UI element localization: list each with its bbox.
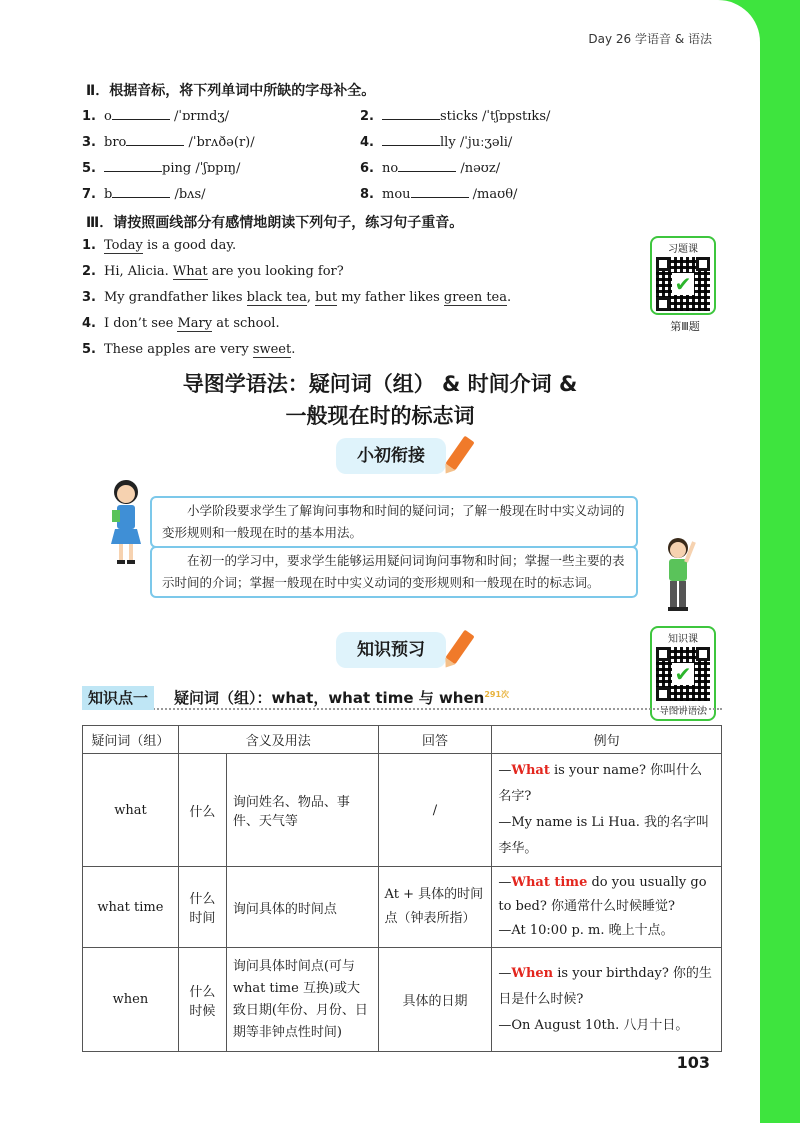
bubble-junior-school [150, 546, 638, 598]
cell-meaning: 什么 [178, 754, 226, 867]
cell-word: what time [83, 867, 179, 948]
boy-student-icon [660, 536, 700, 616]
bubble1-text: 小学阶段要求学生了解询问事物和时间的疑问词；了解一般现在时中实义动词的变形规则和一般现在时的基本用法。 [162, 503, 625, 540]
item-number: 2. [360, 109, 374, 124]
sentence-text: my father likes [337, 290, 444, 305]
header-question-word: 疑问词（组） [83, 726, 179, 754]
word-prefix: no [382, 161, 399, 176]
sentence-text: These apples are very [104, 342, 253, 357]
header-answer: 回答 [378, 726, 492, 754]
page-header: Day 26 学语音 & 语法 [588, 32, 712, 46]
example-answer: —My name is Li Hua. 我的名字叫李华。 [498, 815, 710, 856]
example-keyword: What time [511, 875, 588, 890]
phonetic: /maʊθ/ [472, 187, 518, 202]
sentence-4 [82, 316, 280, 331]
stressed-word: but [315, 290, 338, 305]
table-row [83, 948, 722, 1052]
answer-blank[interactable] [398, 160, 456, 172]
cell-word: what [83, 754, 179, 867]
example-answer: —At 10:00 p. m. 晚上十点。 [498, 923, 674, 938]
word-suffix: sticks [440, 109, 478, 124]
phonetic: /nəʊz/ [460, 161, 501, 176]
frequency-count: 291次 [484, 690, 510, 699]
example-question: is your name? 你叫什么名字? [498, 763, 703, 804]
qr1-bottom-label: 第Ⅲ题 [670, 320, 700, 333]
phonetic: /ˈbrʌðə(r)/ [188, 135, 255, 150]
word-prefix: b [104, 187, 113, 202]
word-prefix: mou [382, 187, 411, 202]
sentence-5 [82, 342, 295, 357]
fill-item-2 [360, 108, 550, 124]
sentence-3 [82, 290, 511, 305]
qr-top-label: 知识课 [668, 634, 698, 645]
main-title-line1: 导图学语法：疑问词（组） & 时间介词 & [182, 372, 578, 396]
example-keyword: What [511, 763, 550, 778]
stressed-word: Today [104, 238, 143, 253]
knowledge-point-tag: 知识点一 [82, 686, 154, 710]
item-number: 3. [82, 135, 96, 150]
table-row [83, 867, 722, 948]
fill-item-6 [360, 160, 500, 176]
item-number: 1. [82, 109, 96, 124]
knowledge-point-text: 疑问词（组）：what，what time 与 when [174, 689, 485, 707]
fill-item-3 [82, 134, 255, 150]
page-number: 103 [676, 1053, 710, 1072]
word-suffix: ping [162, 161, 192, 176]
knowledge-point-title [174, 687, 509, 708]
bubble2-text: 在初一的学习中，要求学生能够运用疑问词询问事物和时间；掌握一些主要的表示时间的介词；掌握一般现在时中实义动词的变形规则和一般现在时的标志词。 [162, 553, 625, 590]
cell-example: —What is your name? 你叫什么名字? —My name is Li Hua. 我的名字叫李华。 [492, 754, 722, 867]
fill-item-5 [82, 160, 240, 176]
sentence-text: at school. [212, 316, 280, 331]
example-question: is your birthday? 你的生日是什么时候? [498, 965, 712, 1007]
answer-blank[interactable] [112, 108, 170, 120]
phonetic: /ˈɒrɪndʒ/ [173, 109, 230, 124]
fill-item-1 [82, 108, 229, 124]
stressed-word: What [172, 264, 208, 279]
stressed-word: black tea [246, 290, 307, 305]
cell-example: —What time do you usually go to bed? 你通常什么时候睡觉? —At 10:00 p. m. 晚上十点。 [492, 867, 722, 948]
check-icon: ✔ [672, 273, 694, 295]
qr-bottom-label: 导图讲语法 [659, 706, 707, 717]
item-number: 7. [82, 187, 96, 202]
cell-usage: 询问具体时间点(可与 what time 互换)或大致日期(年份、月份、日期等非钟点性时间) [226, 948, 378, 1052]
qr-top-label: 习题课 [668, 244, 698, 255]
item-number: 5. [82, 342, 96, 357]
phonetic: /ˈʃɒpɪŋ/ [195, 161, 241, 176]
answer-blank[interactable] [382, 134, 440, 146]
item-number: 3. [82, 290, 96, 305]
table-header-row [83, 726, 722, 754]
main-title-line2: 一般现在时的标志词 [285, 404, 475, 428]
item-number: 4. [82, 316, 96, 331]
cell-usage: 询问姓名、物品、事件、天气等 [226, 754, 378, 867]
item-number: 8. [360, 187, 374, 202]
cell-answer: 具体的日期 [378, 948, 492, 1052]
table-row [83, 754, 722, 867]
example-answer: —On August 10th. 八月十日。 [498, 1017, 689, 1033]
question-words-table [82, 725, 722, 1052]
sentence-text: . [507, 290, 512, 305]
sentence-text: My grandfather likes [104, 290, 247, 305]
item-number: 2. [82, 264, 96, 279]
answer-blank[interactable] [382, 108, 440, 120]
sentence-text: I don’t see [104, 316, 178, 331]
stressed-word: sweet [252, 342, 292, 357]
header-meaning-usage: 含义及用法 [178, 726, 378, 754]
example-question: do you usually go to bed? 你通常什么时候睡觉? [498, 875, 707, 914]
example-keyword: When [511, 965, 554, 981]
header-example: 例句 [492, 726, 722, 754]
stressed-word: green tea [443, 290, 507, 305]
phonetic: /ˈjuːʒəli/ [459, 135, 513, 150]
cell-meaning: 什么时间 [178, 867, 226, 948]
banner-preview: 知识预习 [336, 632, 446, 668]
item-number: 5. [82, 161, 96, 176]
fill-item-4 [360, 134, 512, 150]
item-number: 1. [82, 238, 96, 253]
sentence-text: Hi, Alicia. [104, 264, 173, 279]
item-number: 4. [360, 135, 374, 150]
phonetic: /bʌs/ [174, 187, 206, 202]
item-number: 6. [360, 161, 374, 176]
pencil-icon [445, 436, 474, 471]
sentence-text: , [306, 290, 316, 305]
knowledge-point-heading [82, 686, 722, 710]
banner-transition: 小初衔接 [336, 438, 446, 474]
section3-title: Ⅲ．请按照画线部分有感情地朗读下列句子，练习句子重音。 [86, 215, 464, 231]
cell-answer: / [378, 754, 492, 867]
answer-blank[interactable] [104, 160, 162, 172]
section2-title: Ⅱ．根据音标，将下列单词中所缺的字母补全。 [86, 83, 376, 99]
word-suffix: lly [440, 135, 456, 150]
answer-blank[interactable] [126, 134, 184, 146]
answer-blank[interactable] [411, 186, 469, 198]
cell-word: when [83, 948, 179, 1052]
cell-answer: At + 具体的时间点（钟表所指） [378, 867, 492, 948]
fill-item-8 [360, 186, 517, 202]
phonetic: /ˈtʃɒpstɪks/ [482, 109, 551, 124]
cell-usage: 询问具体的时间点 [226, 867, 378, 948]
qr-code-exercise[interactable] [650, 236, 716, 315]
sentence-text: are you looking for? [207, 264, 344, 279]
cell-example: —When is your birthday? 你的生日是什么时候? —On August 10th. 八月十日。 [492, 948, 722, 1052]
girl-student-icon [106, 478, 146, 568]
answer-blank[interactable] [112, 186, 170, 198]
stressed-word: Mary [177, 316, 213, 331]
sentence-1 [82, 238, 236, 253]
sentence-2 [82, 264, 344, 279]
check-icon: ✔ [672, 663, 694, 685]
sentence-text: . [291, 342, 296, 357]
pencil-icon [445, 630, 474, 665]
cell-meaning: 什么时候 [178, 948, 226, 1052]
bubble-primary-school [150, 496, 638, 548]
fill-item-7 [82, 186, 206, 202]
qr-code-icon [656, 257, 710, 311]
sentence-text: is a good day. [142, 238, 237, 253]
word-prefix: o [104, 109, 112, 124]
word-prefix: bro [104, 135, 127, 150]
